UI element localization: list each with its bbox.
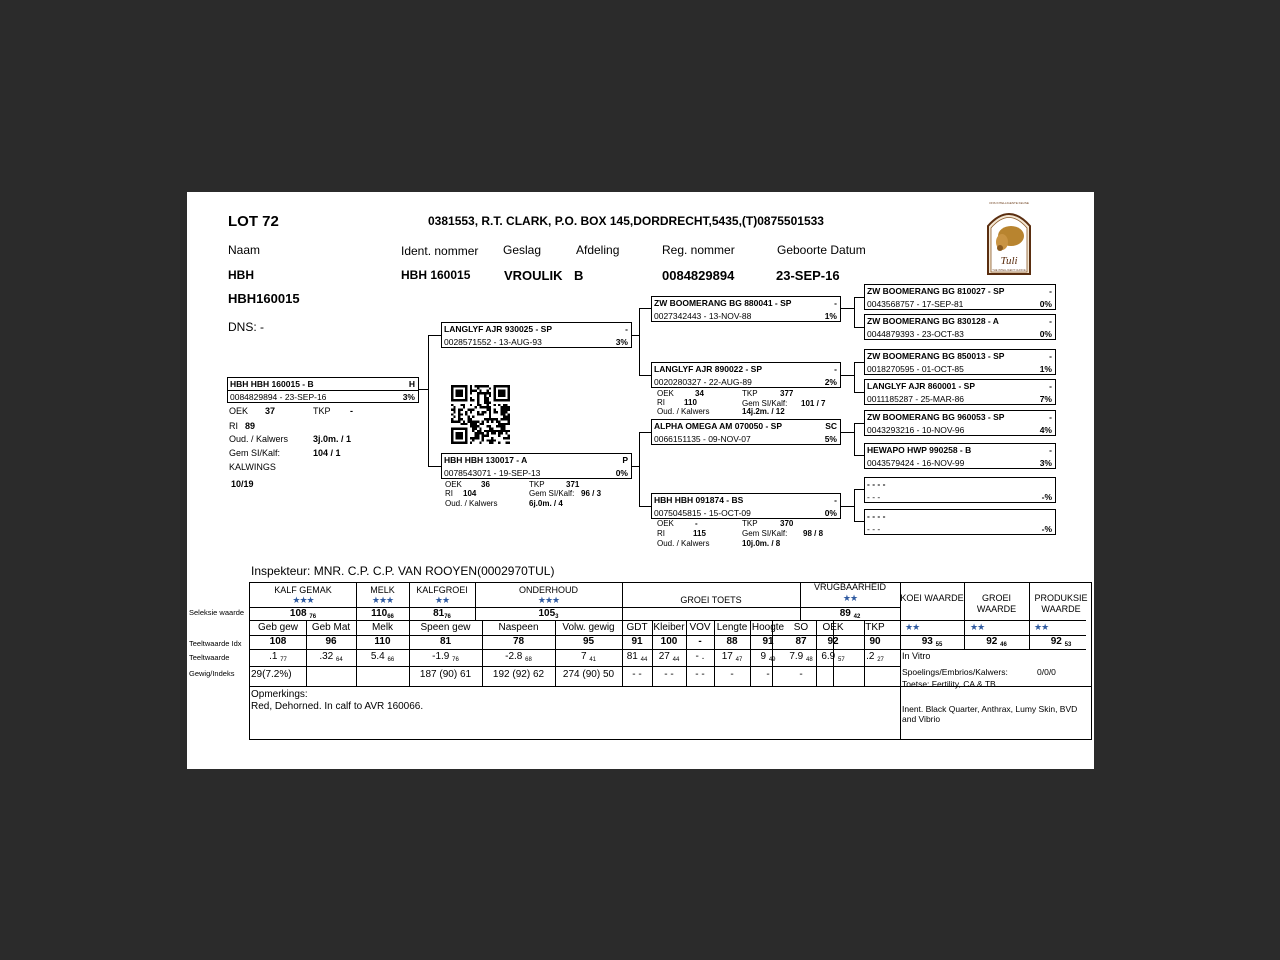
inspector: Inspekteur: MNR. C.P. C.P. VAN ROOYEN(0002970TUL) — [251, 564, 555, 578]
pedigree-sheet: LOT 72 0381553, R.T. CLARK, P.O. BOX 145,DORDRECHT,5435,(T)0875501533 Naam Ident. nommer Geslag Afdeling Reg. nommer Geboorte Datum HBH HBH 160015 VROULIK B 0084829894 23-SEP-16 HBH160015 DNS: - ONS INTELLIGENTE KEUSE Tuli THE INTELLIGENT CHOICE HBH HBH 160015 - B H 0084829894 - 23-SEP-16 3% OEK 37 TKP - RI 89 Oud. / Kalwers 3j.0m. / 1 Gem SI/Kalf: 104 / 1 KALWINGS 10/19 LANGLYF AJR 930025 - SP - 0028571552 - 13-AUG-93 3% HBH HBH 130017 - A P 0078543071 - 19-SEP-13 0% OEK 36 TKP 371 RI 104 Gem SI/Kalf: 96 / 3 Oud. / Kalwers 6j.0m. / 4 ZW BOOMERANG BG 880041 - SP - 0027342443 - 13-NOV-88 1% LANGLYF AJR 890022 - SP - 0020280327 - 22-AUG-89 2% OEK 34 TKP 377 RI 110 Gem SI/Kalf: 101 / 7 Oud. / Kalwers 14j.2m. / 12 ALPHA OMEGA AM 070050 - SP SC 0066151135 - 09-NOV-07 5% HBH HBH 091874 - BS - 0075045815 - 15-OCT-09 0% OEK - TKP 370 RI 115 Gem SI/Kalf: 98 / 8 Oud. / Kalwers 10j.0m. / 8 ZW BOOMERANG BG 810027 - SP - 0043568757 - 17-SEP-81 0% ZW BOOMERANG BG 830128 - A - 0044879393 - 23-OCT-83 0% ZW BOOMERANG BG 850013 - SP - 0018270595 - 01-OCT-85 1% LANGLYF AJR 860001 - SP - 0011185287 - 25-MAR-86 7% ZW BOOMERANG BG 960053 - SP - 0043293216 - 10-NOV-96 4% HEWAPO HWP 990258 - B - 0043579424 - 16-NOV-99 3% - - - - - - - -% - - - - - - - -% Inspekteur: MNR. C.P. C.P. VAN ROOYEN(0002970TUL) Seleksie waarde Teeltwaarde Idx Teeltwaarde Gewig/Indeks KALF GEMAK ★★★ MELK ★★★ KALFGROEI ★★ ONDERHOUD ★★★ GROEI TOETS VRUGBAARHEID ★★ KOEI WAARDE GROEI WAARDE PRODUKSIE WAARDE 108 $_{76}$ $110_{66}$ $81_{76}$ $105_3$ 89 $_{42}$ Geb gew Geb Mat Melk Speen gew Naspeen Volw. gewig GDT Kleiber VOV Lengte Hoogte SO OEK TKP 108 96 110 81 78 95 91 100 - 88 91 87 92 90 ★★ ★★ ★★ 93 $_{55}$ 92 $_{46}$ 92 $_{53}$ .1 $_{77}$ .32 $_{64}$ 5.4 $_{66}$ -1.9 $_{76}$ -2.8 $_{68}$ 7 $_{41}$ 81 $_{44}$ 27 $_{44}$ - . 17 $_{47}$ 9 $_{49}$ 7.9 $_{48}$ 6.9 $_{57}$ .2 $_{27}$ In Vitro 29(7.2%) 187 (90) 61 192 (92) 62 274 (90) 50 - - - - - - - - - Opmerkings: Red, Dehorned. In calf to AVR 160066. Spoelings/Embrios/Kalwers: 0/0/0 Toetse: Fertility, CA & TB Inent. Black Quarter, Anthrax, Lumy Skin, BVD and Vibrio — [187, 192, 1094, 769]
animal-box: HBH HBH 160015 - B H 0084829894 - 23-SEP-16 3% — [227, 377, 419, 403]
sire-sire-box: ZW BOOMERANG BG 880041 - SP - 0027342443 - 13-NOV-88 1% — [651, 296, 841, 322]
ggp-box: ZW BOOMERANG BG 830128 - A - 0044879393 - 23-OCT-83 0% — [864, 314, 1056, 340]
ggp-box: - - - - - - - -% — [864, 509, 1056, 535]
ggp-box: HEWAPO HWP 990258 - B - 0043579424 - 16-NOV-99 3% — [864, 443, 1056, 469]
header-geboorte: Geboorte Datum — [777, 243, 866, 257]
dam-dam-box: HBH HBH 091874 - BS - 0075045815 - 15-OCT-09 0% — [651, 493, 841, 519]
dns: DNS: - — [228, 320, 264, 334]
ggp-box: ZW BOOMERANG BG 850013 - SP - 0018270595 - 01-OCT-85 1% — [864, 349, 1056, 375]
lot-number: LOT 72 — [228, 213, 279, 230]
svg-text:ONS INTELLIGENTE KEUSE: ONS INTELLIGENTE KEUSE — [989, 201, 1029, 205]
value-geslag: VROULIK — [504, 268, 563, 283]
header-naam: Naam — [228, 243, 261, 257]
rating-stars: ★★★ — [371, 595, 394, 605]
rating-stars: ★★ — [842, 593, 858, 603]
rating-stars: ★★ — [1034, 622, 1049, 632]
sire-box: LANGLYF AJR 930025 - SP - 0028571552 - 13-AUG-93 3% — [441, 322, 632, 348]
value-geboorte: 23-SEP-16 — [776, 268, 840, 283]
owner-details: 0381553, R.T. CLARK, P.O. BOX 145,DORDRECHT,5435,(T)0875501533 — [428, 214, 824, 228]
ggp-box: LANGLYF AJR 860001 - SP - 0011185287 - 25-MAR-86 7% — [864, 379, 1056, 405]
ggp-box: ZW BOOMERANG BG 810027 - SP - 0043568757 - 17-SEP-81 0% — [864, 284, 1056, 310]
ggp-box: ZW BOOMERANG BG 960053 - SP - 0043293216 - 10-NOV-96 4% — [864, 410, 1056, 436]
animal-code: HBH160015 — [228, 291, 300, 306]
dam-sire-box: ALPHA OMEGA AM 070050 - SP SC 0066151135 - 09-NOV-07 5% — [651, 419, 841, 445]
header-geslag: Geslag — [503, 243, 542, 257]
dam-box: HBH HBH 130017 - A P 0078543071 - 19-SEP-13 0% — [441, 453, 632, 479]
qr-code — [450, 385, 511, 444]
ggp-box: - - - - - - - -% — [864, 477, 1056, 503]
header-afdeling: Afdeling — [576, 243, 620, 257]
svg-text:THE INTELLIGENT CHOICE: THE INTELLIGENT CHOICE — [992, 269, 1026, 272]
header-reg: Reg. nommer — [662, 243, 735, 257]
svg-text:Tuli: Tuli — [1000, 255, 1018, 267]
rating-stars: ★★ — [905, 622, 920, 632]
tuli-logo — [982, 200, 1036, 276]
sire-dam-box: LANGLYF AJR 890022 - SP - 0020280327 - 22-AUG-89 2% — [651, 362, 841, 388]
value-naam: HBH — [228, 268, 254, 282]
header-ident: Ident. nommer — [401, 244, 479, 258]
value-afdeling: B — [574, 268, 584, 283]
rating-stars: ★★★ — [292, 595, 314, 605]
rating-stars: ★★ — [970, 622, 985, 632]
value-reg: 0084829894 — [662, 268, 735, 283]
value-ident: HBH 160015 — [401, 268, 471, 282]
rating-stars: ★★ — [434, 595, 450, 605]
breeding-values-table: KALF GEMAK ★★★ MELK ★★★ KALFGROEI ★★ ONDERHOUD ★★★ GROEI TOETS VRUGBAARHEID ★★ KOEI WAARDE GROEI WAARDE PRODUKSIE WAARDE 108 $_{76}$ $110_{66}$ $81_{76}$ $105_3$ 89 $_{42}$ Geb gew Geb Mat Melk Speen gew Naspeen Volw. gewig GDT Kleiber VOV Lengte Hoogte SO OEK TKP 108 96 110 81 78 95 91 100 - 88 91 87 92 90 ★★ ★★ ★★ 93 $_{55}$ 92 $_{46}$ 92 $_{53}$ .1 $_{77}$ .32 $_{64}$ 5.4 $_{66}$ -1.9 $_{76}$ -2.8 $_{68}$ 7 $_{41}$ 81 $_{44}$ 27 $_{44}$ - . 17 $_{47}$ 9 $_{49}$ 7.9 $_{48}$ 6.9 $_{57}$ .2 $_{27}$ In Vitro 29(7.2%) 187 (90) 61 192 (92) 62 274 (90) 50 - - - - - - - - - Opmerkings: Red, Dehorned. In calf to AVR 160066. Spoelings/Embrios/Kalwers: 0/0/0 Toetse: Fertility, CA & TB Inent. Black Quarter, Anthrax, Lumy Skin, BVD and Vibrio — [249, 582, 1092, 740]
rating-stars: ★★★ — [537, 595, 560, 605]
